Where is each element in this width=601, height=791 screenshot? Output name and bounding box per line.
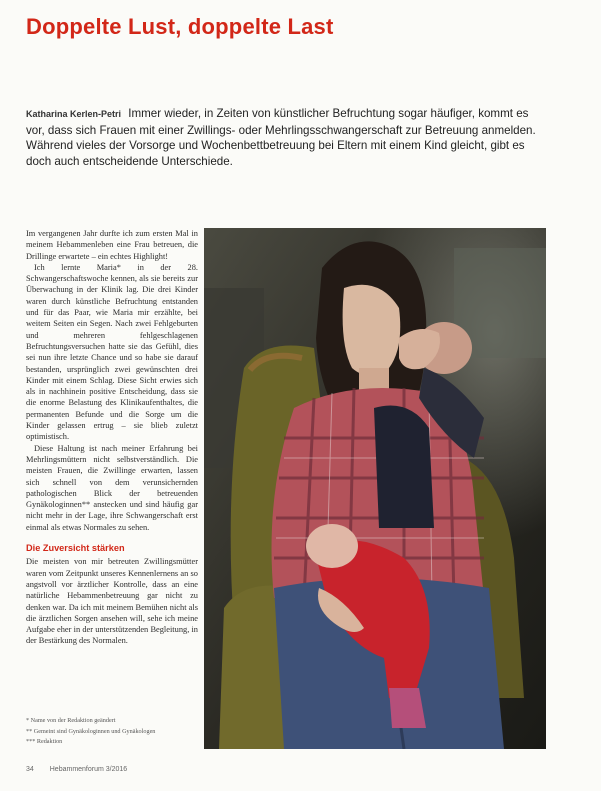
footnote-2: ** Gemeint sind Gynäkologinnen und Gynäkologen — [26, 727, 156, 735]
article-title: Doppelte Lust, doppelte Last — [26, 14, 334, 39]
body-column — [26, 228, 198, 647]
footnote-1: * Name von der Redaktion geändert — [26, 717, 116, 724]
photo-mother-with-newborn-twins-icon — [204, 228, 546, 749]
article-photo — [204, 228, 546, 749]
page-footer — [26, 766, 127, 773]
page-number: 34 — [26, 766, 34, 773]
footnote-3: *** Redaktion — [26, 738, 63, 745]
lead-text: Immer wieder, in Zeiten von künstlicher Befruchtung sogar häufiger, kommt es vor, dass sich Frauen mit einer Zwillings- oder Mehrlingsschwangerschaft zur Betreuung anmelden. Während vieles der Vorsorge und Wochenbettbetreuung bei Eltern mit einem Kind gleicht, gibt es doch auch entscheidende Unterschiede. — [26, 107, 536, 168]
author-name: Katharina Kerlen-Petri — [26, 109, 122, 119]
section-subhead: Die Zuversicht stärken — [26, 543, 125, 554]
body-paragraph-3: Diese Haltung ist nach meiner Erfahrung bei Mehrlingsmüttern nicht selbstverständlich. Die meisten Frauen, die Zwillinge erwarten, lassen sich schnell von dem verunsichernden pathologischen Blick der betreuenden Gynäkologinnen** anstecken und sind häufig gar nicht mehr in der Lage, ihre Schwangerschaft erst einmal als etwas Normales zu sehen. — [26, 443, 198, 532]
footnotes — [26, 716, 198, 748]
journal-name: Hebammenforum 3/2016 — [49, 766, 128, 773]
body-paragraph-2: Ich lernte Maria* in der 28. Schwangerschaftswoche kennen, als sie bereits zur Überwachung in der Klinik lag. Die drei Kinder waren durch künstliche Befruchtung entstanden und für das Paar, wie Maria mir erzählte, bei weitem Seiten ein Segen. Nach zwei Fehlgeburten und mehreren fehlgeschlagenen Befruchtungsversuchen hatte sie das Gefühl, dies sei nun ihre letzte Chance und so habe sie darauf bestanden, ursprünglich zwei gewünschten drei Kinder mit einem Schlag. Diese Sicht erwies sich als in nachhinein positive Entscheidung, dass sie die enorme Belastung des Klinikaufenthaltes, die permanenten Befunde und die Sorge um die Kinder gelassen ertrug – sie blieb zuletzt optimistisch. — [26, 262, 198, 442]
body-paragraph-4: Die meisten von mir betreuten Zwillingsmütter waren vom Zeitpunkt unseres Kennenlernens an so angstvoll vor ärztlicher Kontrolle, dass an eine natürliche Hebammenbetreuung gar nicht zu denken war. Da ich mit meinem Bemühen nicht als die ärztlichen Sorgen ansehen will, sehe ich meine Aufgabe eher in der unterstützenden Begleitung, in der Bestärkung des Normalen. — [26, 557, 198, 646]
article-lead — [26, 106, 544, 169]
body-paragraph-1: Im vergangenen Jahr durfte ich zum ersten Mal in meinem Hebammenleben eine Frau betreuen, die Drillinge erwartete – ein echtes Highlight! — [26, 229, 198, 261]
